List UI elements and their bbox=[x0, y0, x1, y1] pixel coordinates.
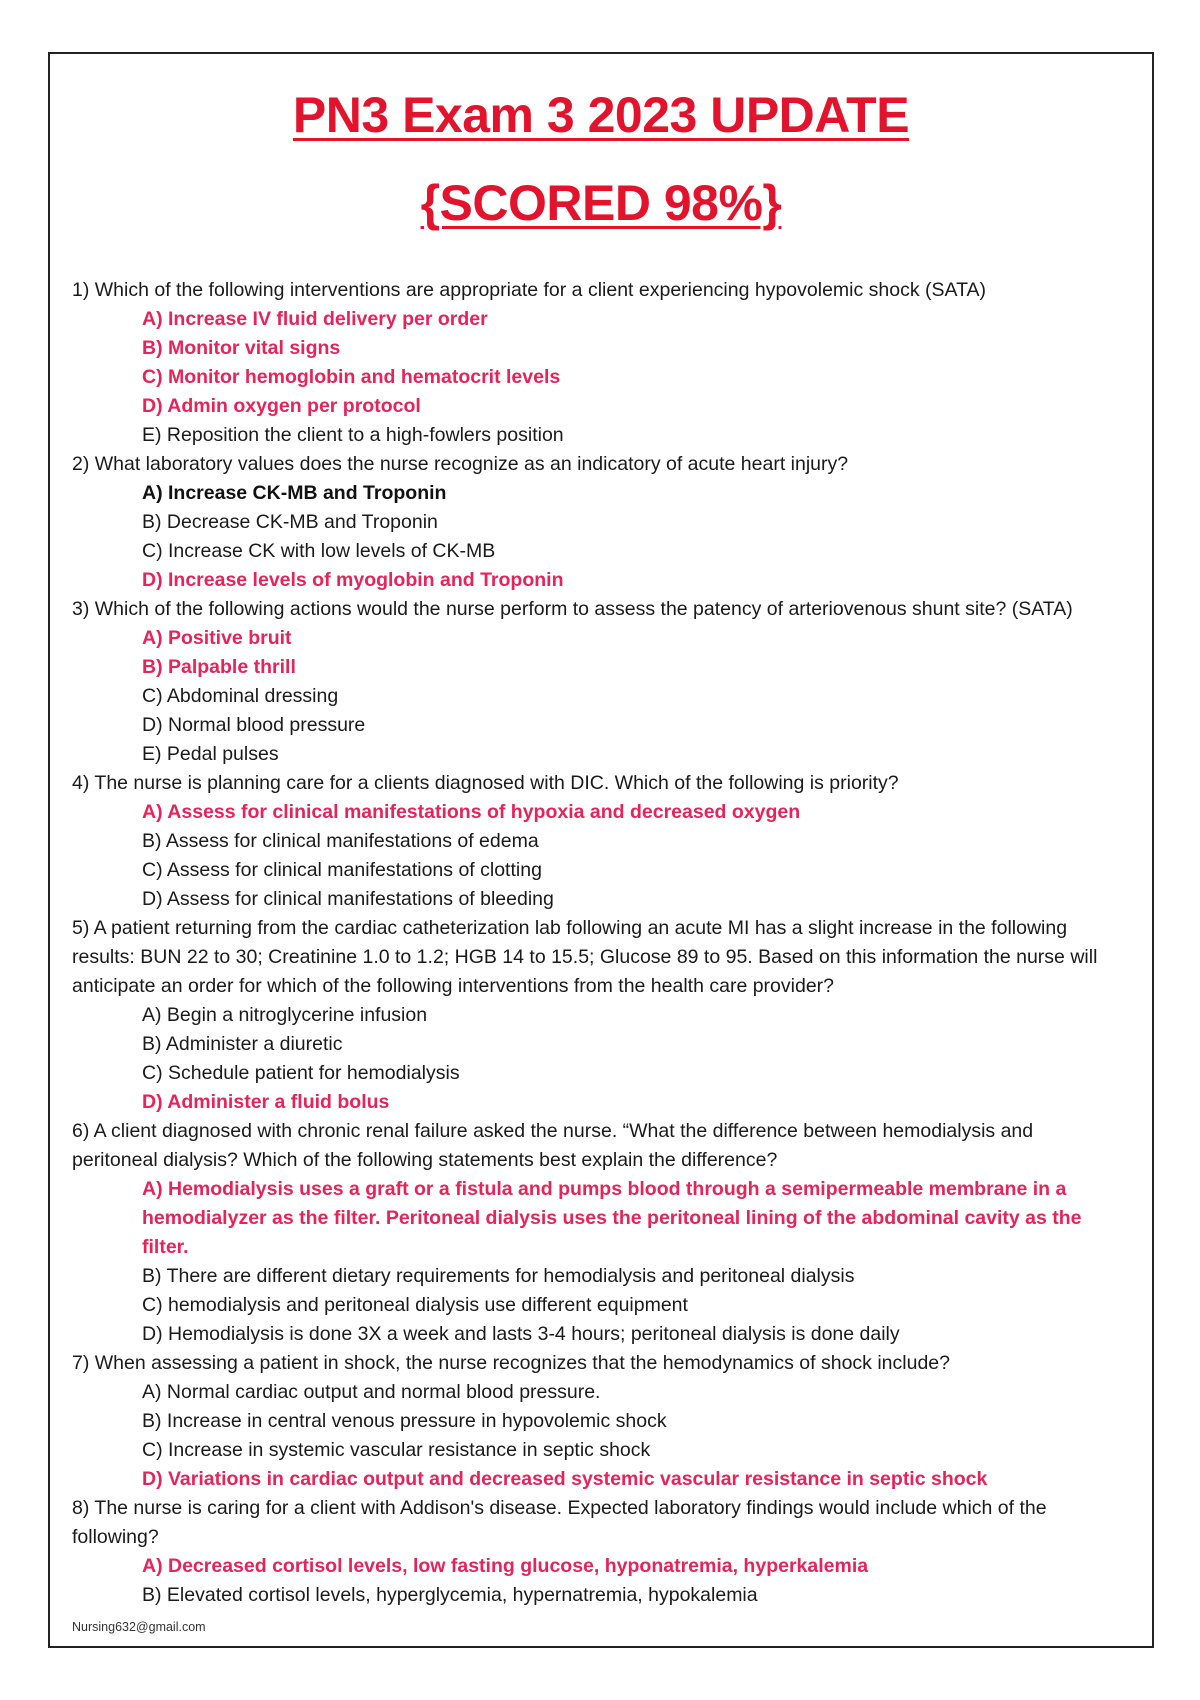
page-frame bbox=[48, 52, 1154, 1648]
answer-options bbox=[72, 305, 1122, 450]
question-block bbox=[72, 1494, 1122, 1610]
answer-option: C) Abdominal dressing bbox=[142, 685, 339, 707]
answer-option: A) Increase CK-MB and Troponin bbox=[142, 482, 447, 504]
question-text: 6) A client diagnosed with chronic renal failure asked the nurse. “What the difference between hemodialysis and peritoneal dialysis? Which of the following statements best explain the difference? bbox=[72, 1120, 1034, 1171]
answer-options bbox=[72, 1378, 1122, 1494]
answer-option: B) Administer a diuretic bbox=[142, 1033, 343, 1055]
answer-option: E) Pedal pulses bbox=[142, 743, 279, 765]
correct-answer-option: D) Administer a fluid bolus bbox=[142, 1091, 390, 1113]
answer-options bbox=[72, 1552, 1122, 1610]
answer-options bbox=[72, 624, 1122, 769]
title-block bbox=[50, 86, 1152, 232]
answer-option: B) Elevated cortisol levels, hyperglycemia, hypernatremia, hypokalemia bbox=[142, 1584, 758, 1606]
answer-options bbox=[72, 479, 1122, 595]
footer-email: Nursing632@gmail.com bbox=[72, 1620, 206, 1634]
answer-options bbox=[72, 1175, 1122, 1349]
score-subtitle: {SCORED 98%} bbox=[420, 175, 782, 231]
answer-option: C) Increase in systemic vascular resistance in septic shock bbox=[142, 1439, 651, 1461]
answer-option: E) Reposition the client to a high-fowlers position bbox=[142, 424, 564, 446]
question-block bbox=[72, 1349, 1122, 1494]
question-block bbox=[72, 769, 1122, 914]
answer-option: C) Schedule patient for hemodialysis bbox=[142, 1062, 460, 1084]
answer-option: C) Increase CK with low levels of CK-MB bbox=[142, 540, 496, 562]
question-text: 2) What laboratory values does the nurse recognize as an indicatory of acute heart injury? bbox=[72, 453, 849, 475]
correct-answer-option: A) Hemodialysis uses a graft or a fistula and pumps blood through a semipermeable membrane in a hemodialyzer as the filter. Peritoneal dialysis uses the peritoneal lining of the abdominal cavity as the filter. bbox=[142, 1178, 1082, 1258]
question-list bbox=[72, 276, 1122, 1610]
answer-option: A) Normal cardiac output and normal blood pressure. bbox=[142, 1381, 601, 1403]
correct-answer-option: C) Monitor hemoglobin and hematocrit levels bbox=[142, 366, 561, 388]
question-block bbox=[72, 595, 1122, 769]
correct-answer-option: B) Palpable thrill bbox=[142, 656, 296, 678]
answer-option: D) Assess for clinical manifestations of bleeding bbox=[142, 888, 554, 910]
answer-option: D) Normal blood pressure bbox=[142, 714, 366, 736]
answer-option: C) Assess for clinical manifestations of clotting bbox=[142, 859, 542, 881]
answer-option: D) Hemodialysis is done 3X a week and lasts 3-4 hours; peritoneal dialysis is done daily bbox=[142, 1323, 900, 1345]
answer-option: C) hemodialysis and peritoneal dialysis use different equipment bbox=[142, 1294, 688, 1316]
document-title: PN3 Exam 3 2023 UPDATE bbox=[292, 87, 910, 143]
correct-answer-option: B) Monitor vital signs bbox=[142, 337, 341, 359]
correct-answer-option: A) Assess for clinical manifestations of hypoxia and decreased oxygen bbox=[142, 801, 801, 823]
question-text: 4) The nurse is planning care for a clients diagnosed with DIC. Which of the following is priority? bbox=[72, 772, 899, 794]
correct-answer-option: A) Increase IV fluid delivery per order bbox=[142, 308, 488, 330]
correct-answer-option: A) Positive bruit bbox=[142, 627, 292, 649]
correct-answer-option: D) Admin oxygen per protocol bbox=[142, 395, 421, 417]
question-text: 8) The nurse is caring for a client with Addison's disease. Expected laboratory findings would include which of the following? bbox=[72, 1497, 1047, 1548]
question-text: 5) A patient returning from the cardiac catheterization lab following an acute MI has a slight increase in the following results: BUN 22 to 30; Creatinine 1.0 to 1.2; HGB 14 to 15.5; Glucose 89 to 95. Based on this information the nurse will anticipate an order for which of the following interventions from the health care provider? bbox=[72, 917, 1098, 997]
answer-option: B) Assess for clinical manifestations of edema bbox=[142, 830, 539, 852]
correct-answer-option: D) Variations in cardiac output and decreased systemic vascular resistance in septic shock bbox=[142, 1468, 988, 1490]
question-text: 1) Which of the following interventions are appropriate for a client experiencing hypovolemic shock (SATA) bbox=[72, 279, 987, 301]
answer-option: A) Begin a nitroglycerine infusion bbox=[142, 1004, 428, 1026]
question-block bbox=[72, 1117, 1122, 1349]
question-text: 3) Which of the following actions would the nurse perform to assess the patency of arteriovenous shunt site? (SATA) bbox=[72, 598, 1073, 620]
correct-answer-option: A) Decreased cortisol levels, low fasting glucose, hyponatremia, hyperkalemia bbox=[142, 1555, 869, 1577]
question-block bbox=[72, 914, 1122, 1117]
question-block bbox=[72, 276, 1122, 450]
answer-options bbox=[72, 1001, 1122, 1117]
answer-options bbox=[72, 798, 1122, 914]
answer-option: B) There are different dietary requirements for hemodialysis and peritoneal dialysis bbox=[142, 1265, 855, 1287]
answer-option: B) Increase in central venous pressure in hypovolemic shock bbox=[142, 1410, 667, 1432]
correct-answer-option: D) Increase levels of myoglobin and Troponin bbox=[142, 569, 564, 591]
answer-option: B) Decrease CK-MB and Troponin bbox=[142, 511, 438, 533]
question-text: 7) When assessing a patient in shock, the nurse recognizes that the hemodynamics of shock include? bbox=[72, 1352, 950, 1374]
question-block bbox=[72, 450, 1122, 595]
